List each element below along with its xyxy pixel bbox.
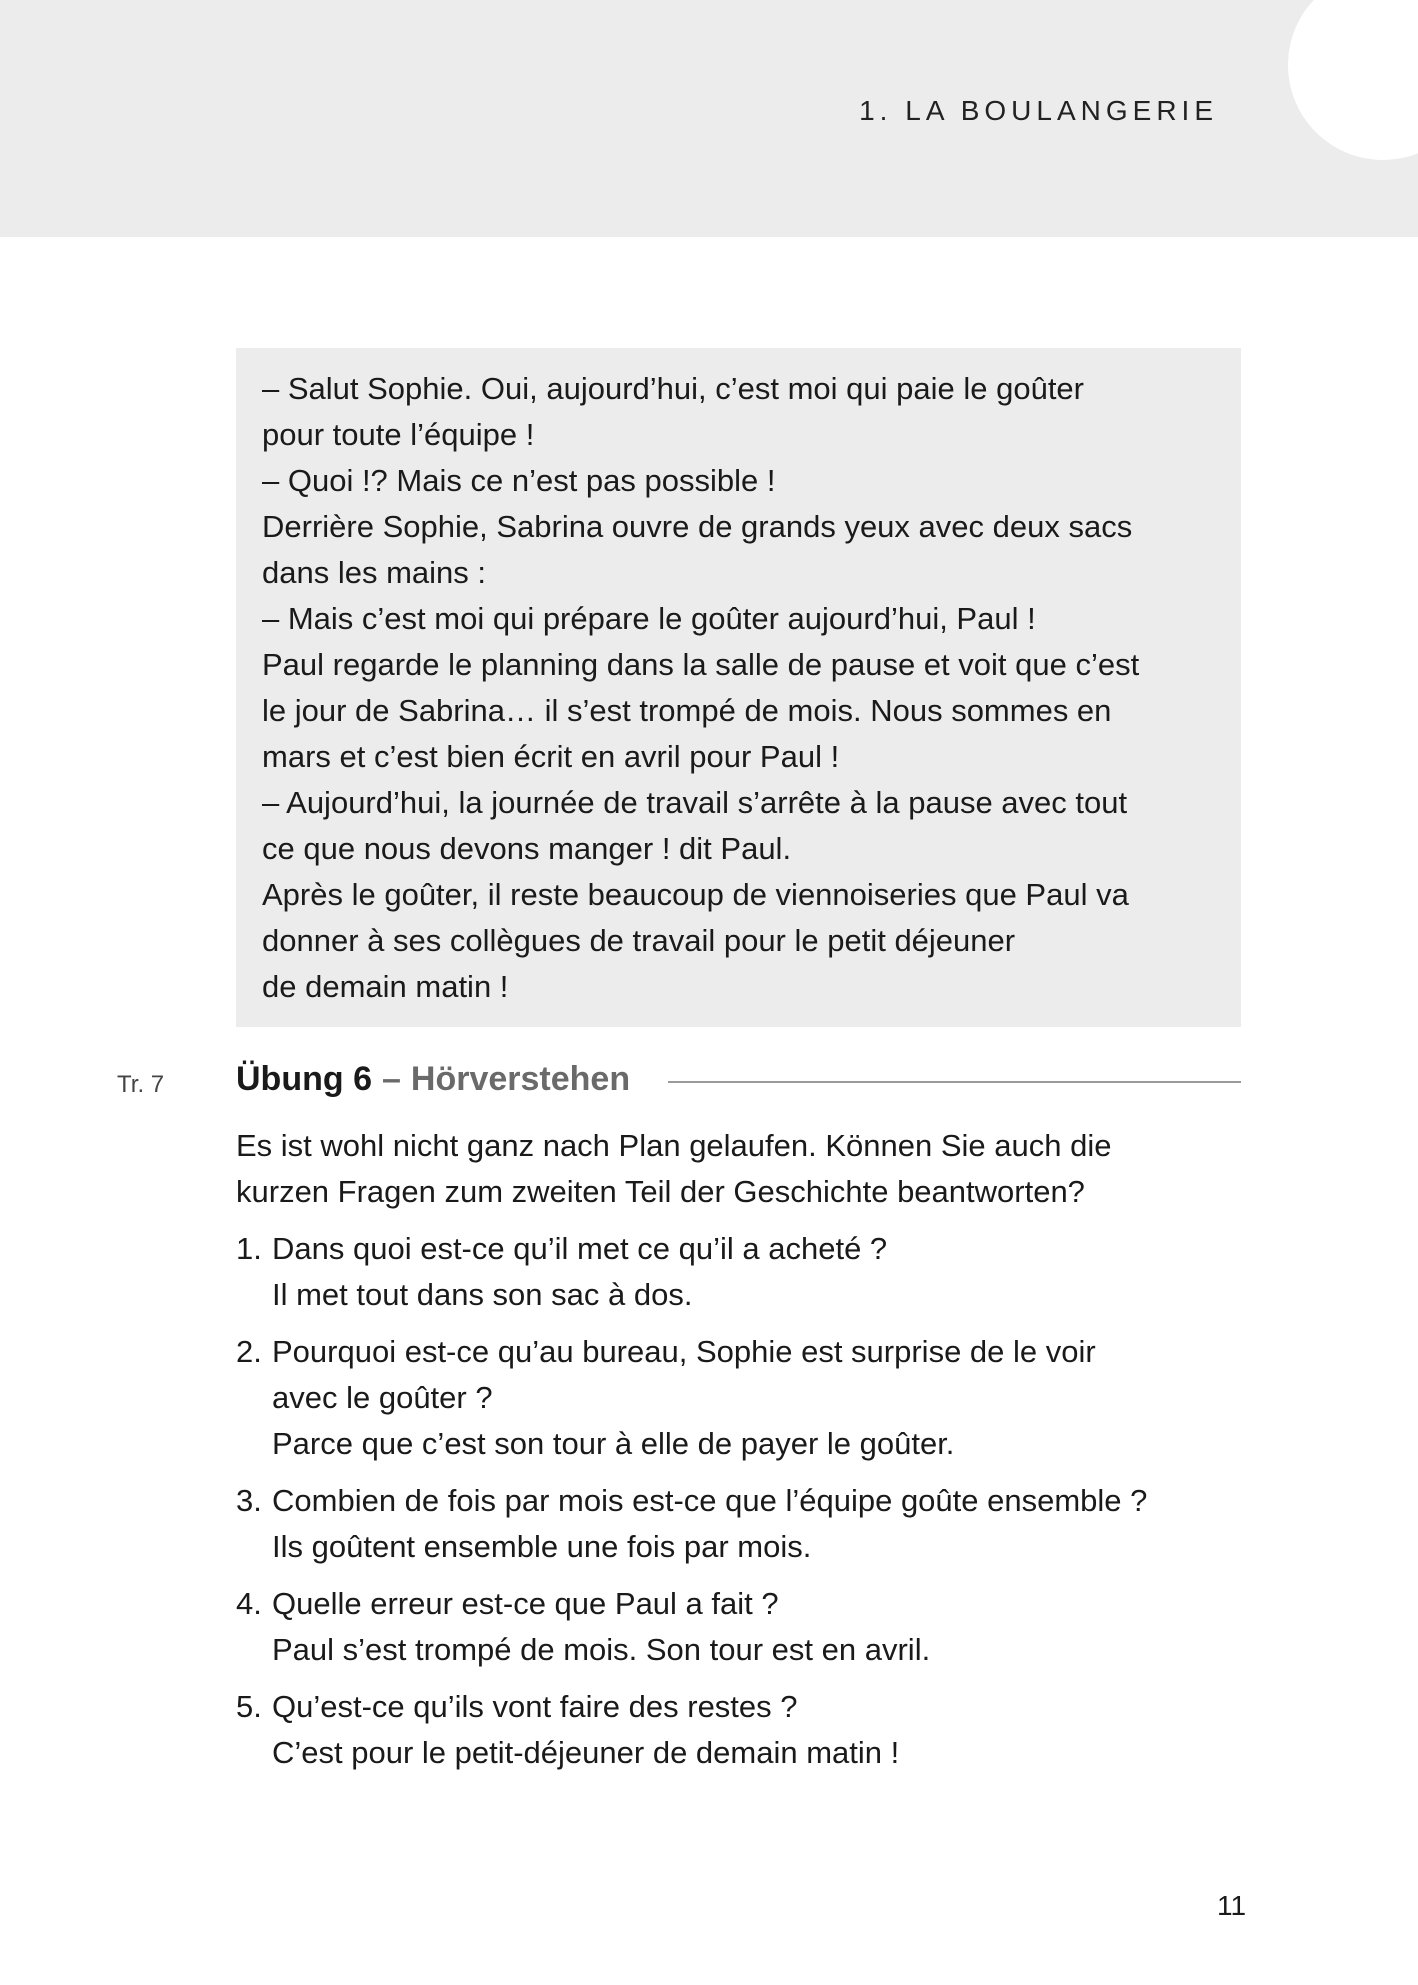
question-number: 4. (236, 1586, 262, 1621)
story-line: Derrière Sophie, Sabrina ouvre de grands yeux avec deux sacs (262, 509, 1133, 544)
exercise-number: Übung 6 (236, 1060, 372, 1098)
story-line: – Mais c’est moi qui prépare le goûter aujourd’hui, Paul ! (262, 601, 1036, 636)
story-text-box (236, 348, 1241, 1027)
heading-divider (668, 1081, 1241, 1083)
header-circle-decoration (1288, 0, 1418, 160)
question-answer-list (236, 1226, 1241, 1787)
answer-text: Ils goûtent ensemble une fois par mois. (272, 1529, 812, 1564)
question-text: Qu’est-ce qu’ils vont faire des restes ? (272, 1689, 798, 1724)
chapter-title: 1. LA BOULANGERIE (859, 95, 1218, 126)
instruction-line: Es ist wohl nicht ganz nach Plan gelaufen. Können Sie auch die (236, 1128, 1112, 1163)
question-number: 3. (236, 1483, 262, 1518)
page-number: 11 (1217, 1890, 1247, 1921)
answer-text: Paul s’est trompé de mois. Son tour est en avril. (272, 1632, 931, 1667)
story-line: Après le goûter, il reste beaucoup de viennoiseries que Paul va (262, 877, 1129, 912)
answer-text: C’est pour le petit-déjeuner de demain matin ! (272, 1735, 900, 1770)
instruction-line: kurzen Fragen zum zweiten Teil der Geschichte beantworten? (236, 1174, 1085, 1209)
question-item (236, 1581, 1241, 1673)
story-line: – Quoi !? Mais ce n’est pas possible ! (262, 463, 776, 498)
question-text: Combien de fois par mois est-ce que l’équipe goûte ensemble ? (272, 1483, 1148, 1518)
exercise-instructions (236, 1123, 1241, 1215)
story-line: dans les mains : (262, 555, 486, 590)
question-item (236, 1329, 1241, 1467)
story-line: mars et c’est bien écrit en avril pour Paul ! (262, 739, 840, 774)
exercise-separator: – (381, 1060, 401, 1098)
chapter-header (0, 0, 1418, 237)
question-text: Pourquoi est-ce qu’au bureau, Sophie est surprise de le voir (272, 1334, 1096, 1369)
story-line: Paul regarde le planning dans la salle de pause et voit que c’est (262, 647, 1140, 682)
question-text-continued: avec le goûter ? (272, 1380, 493, 1415)
answer-text: Parce que c’est son tour à elle de payer le goûter. (272, 1426, 955, 1461)
exercise-topic: Hörverstehen (410, 1060, 631, 1098)
story-line: ce que nous devons manger ! dit Paul. (262, 831, 792, 866)
story-line: le jour de Sabrina… il s’est trompé de mois. Nous sommes en (262, 693, 1112, 728)
question-number: 5. (236, 1689, 262, 1724)
exercise-heading (236, 1060, 1241, 1099)
audio-track-label: Tr. 7 (117, 1071, 165, 1098)
question-item (236, 1226, 1241, 1318)
story-line: donner à ses collègues de travail pour le petit déjeuner (262, 923, 1016, 958)
question-text: Quelle erreur est-ce que Paul a fait ? (272, 1586, 779, 1621)
story-line: – Salut Sophie. Oui, aujourd’hui, c’est moi qui paie le goûter (262, 371, 1084, 406)
story-line: pour toute l’équipe ! (262, 417, 535, 452)
question-number: 2. (236, 1334, 262, 1369)
story-line: – Aujourd’hui, la journée de travail s’arrête à la pause avec tout (262, 785, 1128, 820)
question-item (236, 1478, 1241, 1570)
question-text: Dans quoi est-ce qu’il met ce qu’il a acheté ? (272, 1231, 888, 1266)
answer-text: Il met tout dans son sac à dos. (272, 1277, 693, 1312)
story-line: de demain matin ! (262, 969, 509, 1004)
question-item (236, 1684, 1241, 1776)
question-number: 1. (236, 1231, 262, 1266)
